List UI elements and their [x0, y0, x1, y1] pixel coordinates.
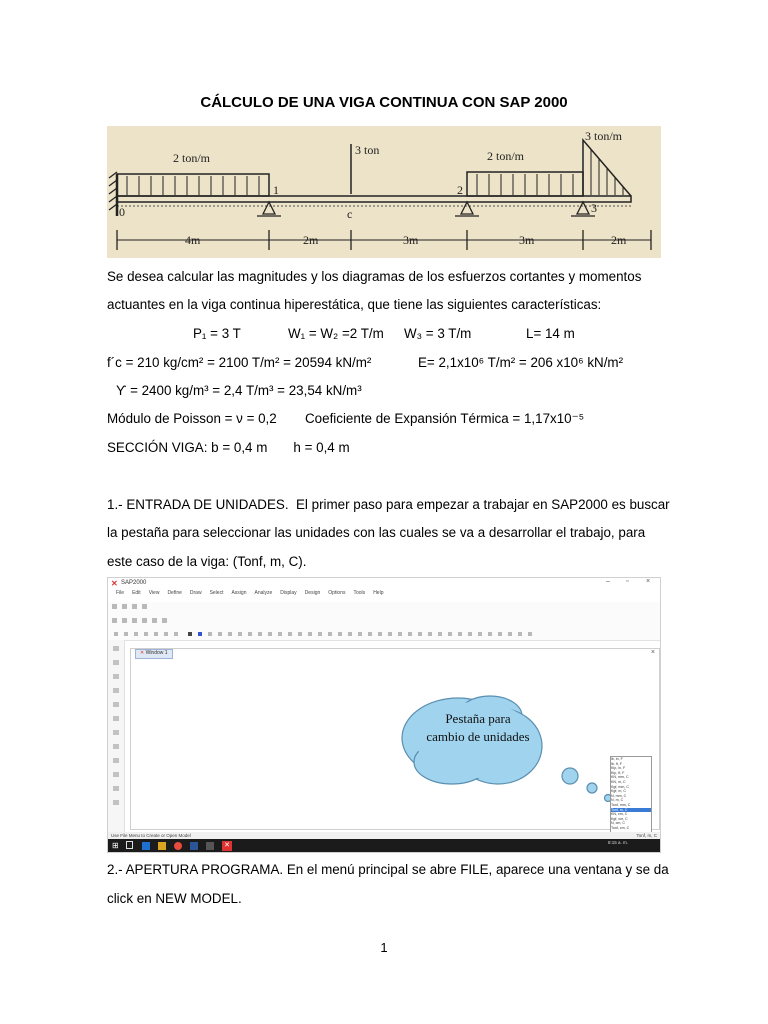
window-close-icon[interactable]: ✕ — [140, 650, 145, 656]
left-toolbar-icons — [108, 640, 124, 832]
window-close-x-icon[interactable]: × — [650, 649, 655, 656]
maximize-icon[interactable]: ▫ — [626, 578, 629, 585]
load-w2-arrows — [477, 174, 573, 195]
beam-diagram — [107, 126, 661, 258]
app-icon[interactable] — [206, 842, 214, 850]
units-dropdown-list[interactable] — [610, 756, 652, 834]
clock: 8:15 a. m. — [608, 840, 629, 845]
explorer-icon[interactable] — [158, 842, 166, 850]
unit-option[interactable]: lb, in, F — [611, 757, 623, 761]
unit-option[interactable]: Tonf, cm, C — [611, 825, 630, 830]
intro-line-1: Se desea calcular las magnitudes y los diagramas de los esfuerzos cortantes y momentos — [107, 269, 642, 284]
step1-line-1: 1.- ENTRADA DE UNIDADES. El primer paso para empezar a trabajar en SAP2000 es buscar — [107, 497, 670, 512]
load-w1-block — [117, 174, 269, 196]
menu-options[interactable]: Options — [328, 590, 346, 596]
menu-display[interactable]: Display — [280, 590, 297, 596]
callout-text: Pestaña para cambio de unidades — [426, 711, 530, 744]
unit-option[interactable]: KN, mm, C — [611, 775, 629, 780]
param-w3: W₃ = 3 T/m — [404, 326, 472, 341]
dim-5: 2m — [611, 233, 627, 247]
label-p: 3 ton — [355, 143, 380, 157]
minimize-icon[interactable]: – — [606, 578, 610, 585]
task-view-icon[interactable] — [126, 841, 133, 849]
close-icon[interactable]: × — [646, 578, 651, 585]
unit-option[interactable]: Tonf, mm, C — [611, 802, 631, 807]
menu-define[interactable]: Define — [167, 590, 182, 596]
param-fc: f´c = 210 kg/cm² = 2100 T/m² = 20594 kN/m² — [107, 355, 372, 370]
toolbar-icons — [108, 602, 660, 640]
tab-window-1[interactable] — [135, 649, 173, 659]
unit-option[interactable]: N, cm, C — [611, 821, 625, 826]
units-selector[interactable]: Tonf, m, C — [636, 833, 657, 838]
node-2: 2 — [457, 183, 463, 197]
step2-line-1: 2.- APERTURA PROGRAMA. En el menú principal se abre FILE, aparece una ventana y se da — [107, 862, 669, 877]
node-1: 1 — [273, 183, 279, 197]
dim-1: 4m — [185, 233, 201, 247]
unit-option[interactable]: N, mm, C — [611, 793, 627, 798]
sap-title-bar — [108, 578, 660, 590]
step1-line-3: este caso de la viga: (Tonf, m, C). — [107, 554, 307, 569]
node-c: c — [347, 207, 353, 221]
edge-icon[interactable] — [142, 842, 150, 850]
callout-cloud — [398, 690, 618, 810]
menu-edit[interactable]: Edit — [132, 590, 141, 596]
menu-tools[interactable]: Tools — [353, 590, 366, 596]
load-w3-arrows — [591, 150, 623, 195]
menu-view[interactable]: View — [148, 590, 160, 596]
start-icon[interactable]: ⊞ — [112, 841, 119, 850]
menu-file[interactable]: File — [116, 590, 125, 596]
status-hint: Use File Menu to Create or Open Model — [111, 833, 191, 838]
chrome-icon[interactable] — [174, 842, 182, 850]
param-p1: P₁ = 3 T — [193, 326, 241, 341]
sap2000-task-icon[interactable]: ✕ — [222, 841, 232, 851]
label-w2: 2 ton/m — [487, 149, 525, 163]
unit-option[interactable]: Kgf, cm, C — [611, 816, 628, 821]
sap-logo-icon: ✕ — [111, 579, 118, 588]
unit-option[interactable]: KN, m, C — [611, 779, 626, 784]
sap-app-title: SAP2000 — [121, 580, 147, 586]
sap-menu-bar — [116, 590, 383, 599]
page-number: 1 — [380, 940, 388, 955]
beam-member — [117, 196, 631, 202]
unit-option[interactable]: lb, ft, F — [611, 761, 622, 766]
unit-option[interactable]: Kip, in, F — [611, 766, 626, 771]
menu-assign[interactable]: Assign — [231, 590, 247, 596]
support-3 — [577, 202, 589, 214]
unit-option-selected[interactable]: Tonf, m, C — [611, 808, 651, 813]
param-section: SECCIÓN VIGA: b = 0,4 m h = 0,4 m — [107, 440, 350, 455]
param-poisson: Módulo de Poisson = ν = 0,2 — [107, 411, 277, 426]
support-1 — [263, 202, 275, 214]
param-thermal: Coeficiente de Expansión Térmica = 1,17x10⁻⁵ — [305, 411, 585, 426]
windows-taskbar — [108, 839, 660, 853]
intro-line-2: actuantes en la viga continua hiperestática, que tiene las siguientes características: — [107, 297, 602, 312]
page-title: CÁLCULO DE UNA VIGA CONTINUA CON SAP 2000 — [200, 94, 568, 111]
unit-option[interactable]: KN, cm, C — [611, 812, 628, 817]
unit-option[interactable]: Kip, ft, F — [611, 770, 625, 775]
param-gamma: ϒ = 2400 kg/m³ = 2,4 T/m³ = 23,54 kN/m³ — [116, 383, 362, 398]
dim-3: 3m — [403, 233, 419, 247]
menu-design[interactable]: Design — [304, 590, 321, 596]
param-l: L= 14 m — [526, 326, 575, 341]
beam-diagram-svg — [107, 126, 661, 258]
label-w3: 3 ton/m — [585, 129, 623, 143]
dim-4: 3m — [519, 233, 535, 247]
param-w12: W₁ = W₂ =2 T/m — [288, 326, 384, 341]
node-3: 3 — [591, 201, 597, 215]
menu-draw[interactable]: Draw — [189, 590, 202, 596]
tab-window-1-label: Window 1 — [145, 650, 168, 656]
menu-analyze[interactable]: Analyze — [254, 590, 273, 596]
unit-option[interactable]: N, m, C — [611, 798, 624, 803]
status-bar — [108, 832, 661, 839]
label-w1: 2 ton/m — [173, 151, 211, 165]
load-w1-arrows — [127, 176, 259, 195]
word-icon[interactable] — [190, 842, 198, 850]
node-0: 0 — [119, 205, 125, 219]
step1-line-2: la pestaña para seleccionar las unidades con las cuales se va a desarrollar el trabajo, para — [107, 525, 646, 540]
dim-2: 2m — [303, 233, 319, 247]
support-2 — [461, 202, 473, 214]
menu-select[interactable]: Select — [209, 590, 224, 596]
unit-option[interactable]: Kgf, mm, C — [611, 784, 629, 789]
sap-toolbars — [108, 602, 660, 641]
sap-left-toolbar — [108, 640, 125, 832]
step2-line-2: click en NEW MODEL. — [107, 891, 242, 906]
menu-help[interactable]: Help — [373, 590, 384, 596]
param-e: E= 2,1x10⁶ T/m² = 206 x10⁶ kN/m² — [418, 355, 624, 370]
sap2000-screenshot — [107, 577, 661, 853]
unit-option[interactable]: Kgf, m, C — [611, 789, 626, 794]
